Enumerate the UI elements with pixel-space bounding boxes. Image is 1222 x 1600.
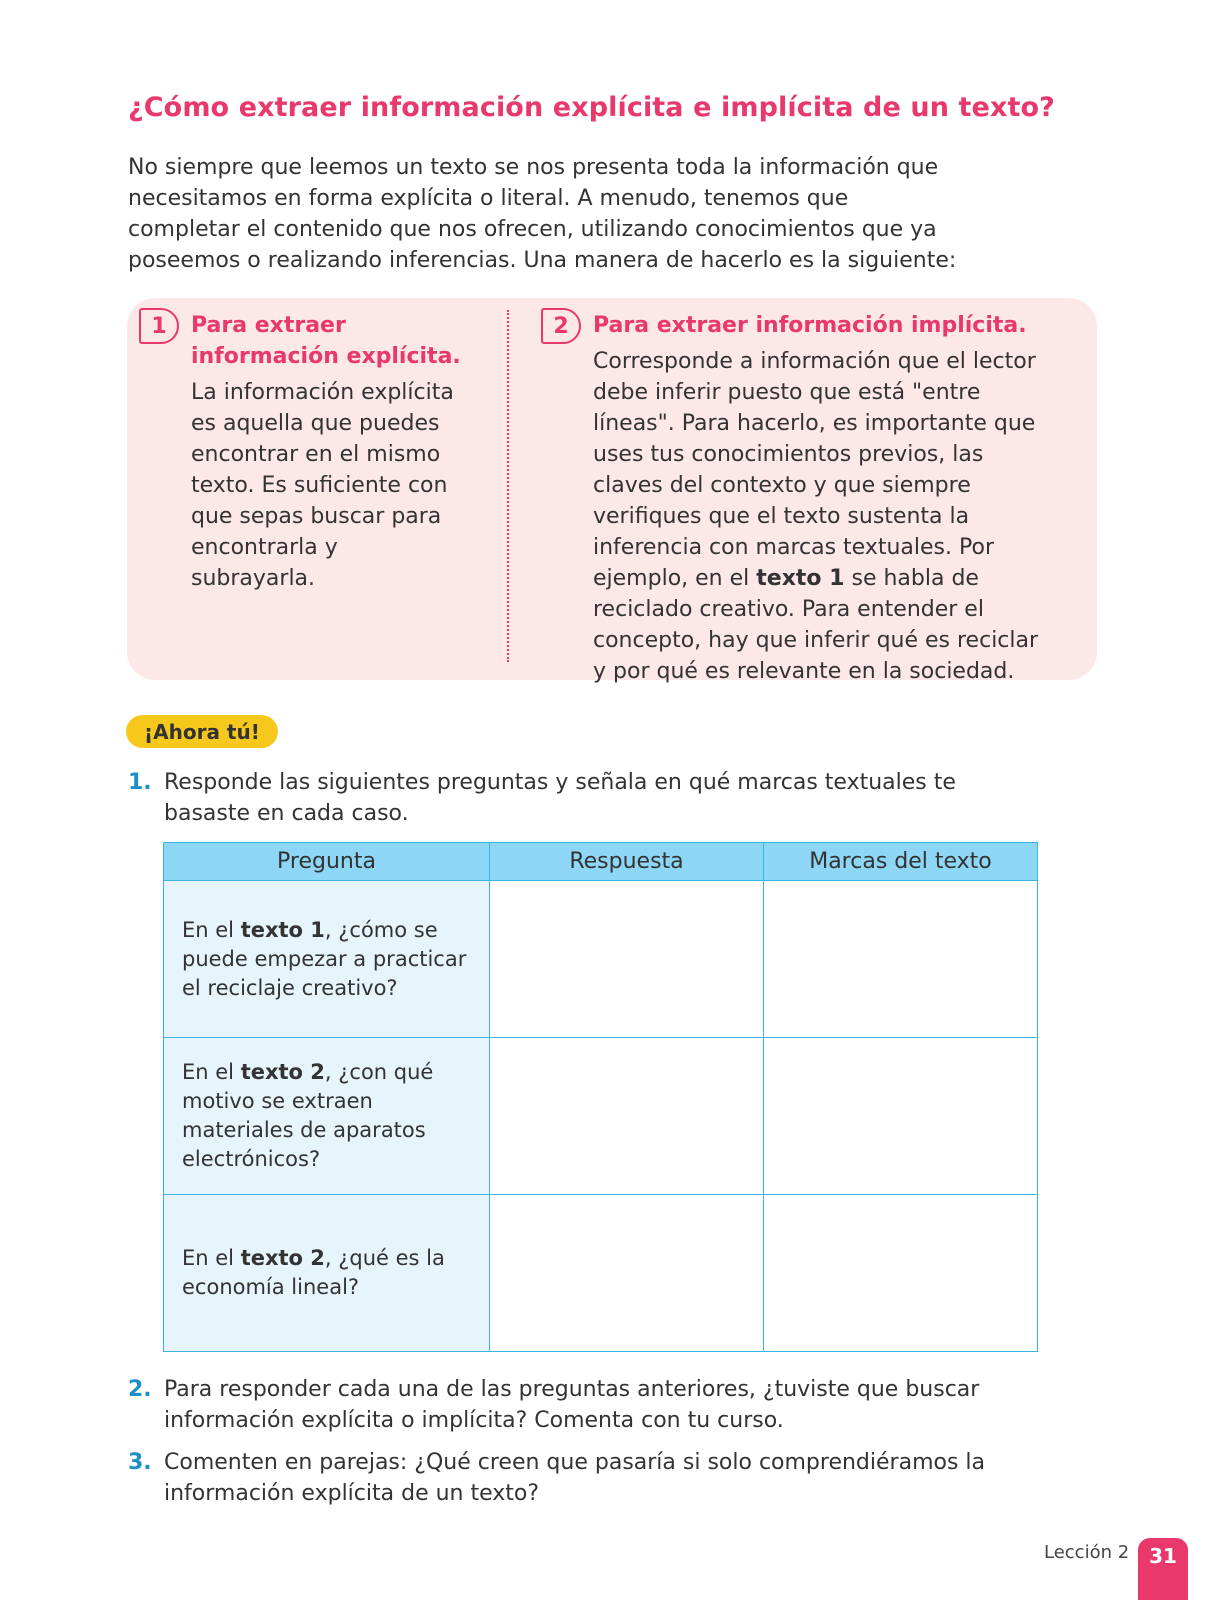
explicit-body: La información explícita es aquella que puedes encontrar en el mismo texto. Es suficiente con que sepas buscar para encontrarla y subrayarla. [191, 380, 454, 591]
table-row [164, 1038, 1038, 1195]
question-number: 2. [128, 1377, 152, 1402]
question-number: 3. [128, 1450, 152, 1475]
table-row [164, 1195, 1038, 1352]
number-badge-2: 2 [541, 308, 581, 344]
number-badge-1: 1 [139, 308, 179, 344]
question-text: Comenten en parejas: ¿Qué creen que pasaría si solo comprendiéramos la información explícita de un texto? [164, 1450, 986, 1506]
table-header-row [164, 843, 1038, 881]
intro-paragraph: No siempre que leemos un texto se nos presenta toda la información que necesitamos en forma explícita o literal. A menudo, tenemos que completar el contenido que nos ofrecen, utilizando conocimientos que ya poseemos o realizando inferencias. Una manera de hacerlo es la siguiente: [128, 155, 957, 273]
question-cell: En el texto 2, ¿con qué motivo se extraen materiales de aparatos electrónicos? [164, 1038, 490, 1195]
ahora-tu-badge: ¡Ahora tú! [126, 715, 278, 748]
question-text: Para responder cada una de las preguntas anteriores, ¿tuviste que buscar información explícita o implícita? Comenta con tu curso. [164, 1377, 980, 1433]
question-cell: En el texto 1, ¿cómo se puede empezar a practicar el reciclaje creativo? [164, 881, 490, 1038]
implicit-column [541, 308, 1081, 687]
bold-text-ref: texto 1 [756, 566, 845, 591]
column-header-pregunta: Pregunta [164, 843, 490, 881]
question-cell: En el texto 2, ¿qué es la economía lineal? [164, 1195, 490, 1352]
question-2 [128, 1374, 1048, 1436]
answer-cell[interactable] [490, 1038, 764, 1195]
table-row [164, 881, 1038, 1038]
column-header-marcas: Marcas del texto [764, 843, 1038, 881]
answer-cell[interactable] [490, 881, 764, 1038]
question-text: Responde las siguientes preguntas y señala en qué marcas textuales te basaste en cada caso. [164, 770, 956, 826]
question-number: 1. [128, 770, 152, 795]
answer-table [163, 842, 1038, 1352]
explicit-heading: Para extraer información explícita. [191, 313, 461, 369]
implicit-body: Corresponde a información que el lector debe inferir puesto que está "entre líneas". Para hacerlo, es importante que uses tus conocimientos previos, las claves del contexto y que siempre verifiques que el texto sustenta la inferencia con marcas textuales. Por ejemplo, en el texto 1 se habla de reciclado creativo. Para entender el concepto, hay que inferir qué es reciclar y por qué es relevante en la sociedad. [593, 349, 1039, 684]
page-number: 31 [1138, 1538, 1188, 1600]
column-header-respuesta: Respuesta [490, 843, 764, 881]
marks-cell[interactable] [764, 1038, 1038, 1195]
answer-cell[interactable] [490, 1195, 764, 1352]
marks-cell[interactable] [764, 1195, 1038, 1352]
lesson-label: Lección 2 [1044, 1542, 1130, 1563]
marks-cell[interactable] [764, 881, 1038, 1038]
page-title: ¿Cómo extraer información explícita e implícita de un texto? [128, 92, 1055, 123]
dotted-divider [507, 310, 509, 662]
question-1 [128, 767, 1048, 829]
question-3 [128, 1447, 1048, 1509]
info-box [127, 298, 1097, 684]
implicit-heading: Para extraer información implícita. [593, 313, 1027, 338]
explicit-column [139, 308, 479, 594]
